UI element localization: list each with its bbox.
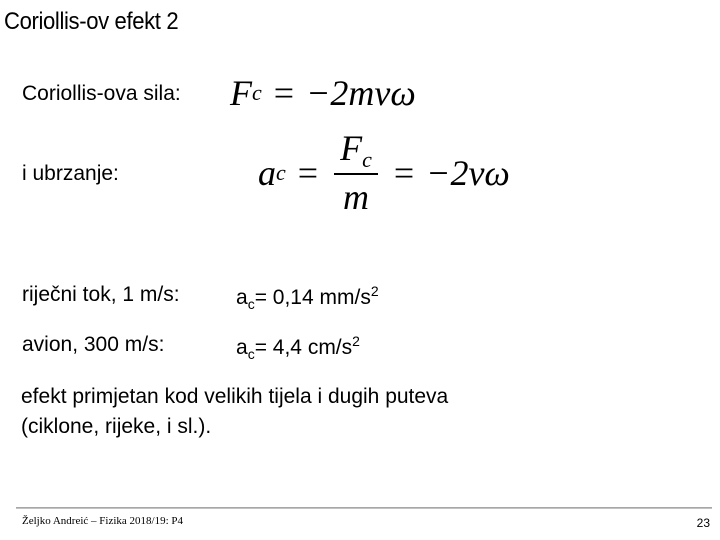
- accel-equals-1: =: [297, 152, 319, 193]
- example-label-river: riječni tok, 1 m/s:: [22, 283, 180, 306]
- accel-label: i ubrzanje:: [22, 162, 119, 185]
- accel-fraction: [334, 130, 378, 215]
- example-label-plane: avion, 300 m/s:: [22, 333, 165, 356]
- fraction-numerator: $F_c$: [334, 130, 378, 175]
- note-paragraph: [21, 382, 541, 442]
- example-value-plane: $a_c= 4,4$ $cm/s^2$: [236, 333, 360, 362]
- note-line-1: efekt primjetan kod velikih tijela i dugih puteva: [21, 385, 449, 408]
- force-equals: =: [273, 73, 295, 113]
- force-lhs-var: F: [230, 73, 252, 113]
- force-label: Coriollis-ova sila:: [22, 82, 181, 105]
- accel-lhs-sub: c: [276, 159, 286, 185]
- accel-equation: [258, 130, 510, 215]
- accel-rhs: −2vω: [426, 152, 510, 193]
- fraction-denominator: m: [342, 177, 369, 217]
- example-value-river: $a_c= 0,14$ $mm/s^2$: [236, 283, 379, 312]
- force-lhs-sub: c: [252, 80, 262, 105]
- footer-divider: [16, 507, 712, 509]
- accel-lhs-var: a: [258, 152, 276, 193]
- note-line-2: (ciklone, rijeke, i sl.).: [21, 415, 212, 438]
- footer-credit: Željko Andreić – Fizika 2018/19: P4: [22, 515, 184, 527]
- page-number: 23: [696, 516, 710, 530]
- force-rhs: −2mvω: [306, 73, 416, 113]
- slide-title: Coriollis-ov efekt 2: [4, 8, 179, 35]
- accel-equals-2: =: [393, 152, 415, 193]
- force-equation: [230, 72, 416, 114]
